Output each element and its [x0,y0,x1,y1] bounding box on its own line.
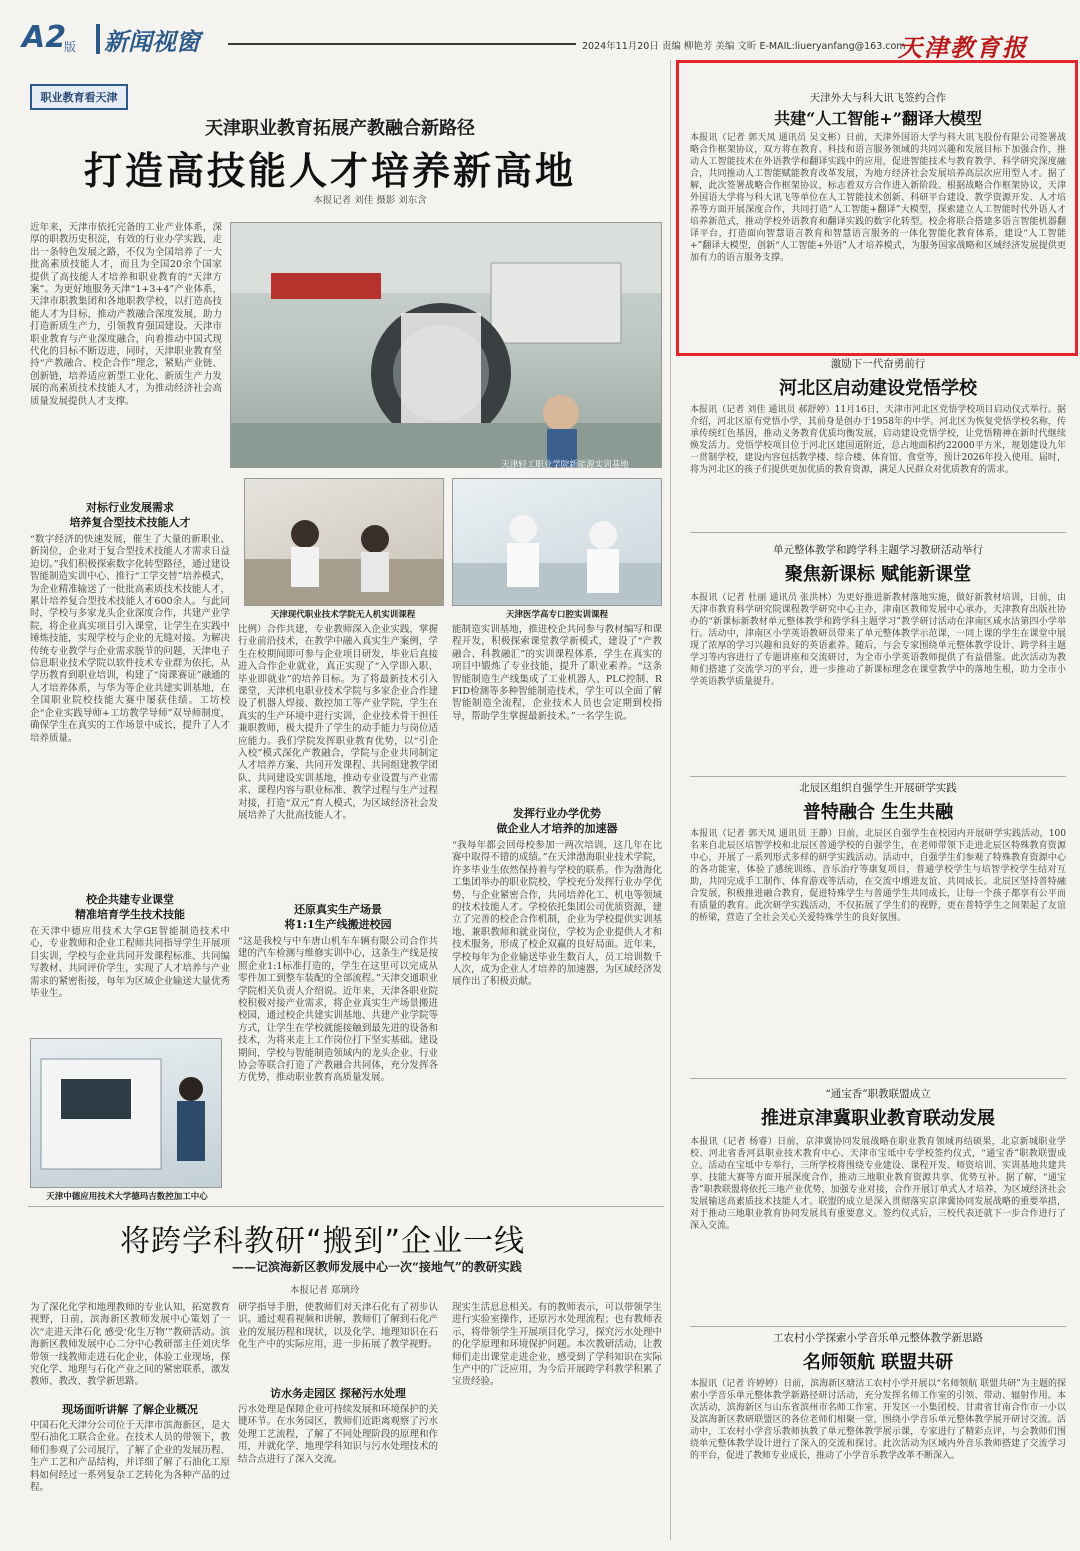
article-text: “我每年都会回母校参加一两次培训，这几年在比赛中取得不错的成绩。”在天津渤海职业技术学院，许多毕业生依然保持着与学校的联系。作为渤海化工集团举办的职业院校，学校充分发挥行业办学优势，与企业紧密合作，共同培养化工、机电等领域的技术技能人才。学校依托集团公司优质资源，建立了完善的校企合作机制，企业为学校提供实训基地、兼职教师和就业岗位，学校为企业提供人才和技术服务，形成了校企双赢的良好局面。近年来，学校每年为企业输送毕业生数百人，员工培训数千人次，成为企业人才培养的加速器，为区域经济发展作出了积极贡献。 [452,840,662,988]
subheading: 现场面听讲解 了解企业概况 [62,1403,198,1416]
article-text: 为了深化化学和地理教师的专业认知，拓宽教育视野，日前，滨海新区教师发展中心策划了一次“走进天津石化 感受‘化生万物’”教研活动。滨海新区教师发展中心二分中心教研部主任刘庆华带领一线教师走进石化企业，体验工业现场，探究化学、地理与石化产业之间的紧密联系，激发教师、教改、教学新思路。 [30,1302,230,1388]
page-meta: 2024年11月20日 责编 柳艳芳 美编 文昕 E-MAIL:liueryanfang@163.com [582,41,906,52]
bottom-byline: 本报记者 郑璃玲 [290,1285,360,1296]
rule [228,43,576,45]
right-title: 共建“人工智能+”翻译大模型 [774,109,982,128]
robot-arm-illustration [231,223,662,468]
subheading: 对标行业发展需求 培养复合型技术技能人才 [69,501,191,529]
right-kicker: 北辰区组织自强学生开展研学实践 [799,782,957,794]
article-text: 现实生活息息相关。有的教师表示，可以带领学生进行实验室操作，还原污水处理流程；也有教师表示，将带领学生开展项目化学习，探究污水处理中的化学原理和环境保护问题。本次教研活动，让教师们走出课堂走进企业，感受到了学科知识在实际生产中的广泛应用，为今后开展跨学科教学积累了宝贵经验。 [452,1302,662,1388]
right-title: 推进京津冀职业教育联动发展 [761,1108,995,1129]
article-headline: 打造高技能人才培养新高地 [83,149,576,193]
article-text: 中国石化天津分公司位于天津市滨海新区，是大型石油化工联合企业。在技术人员的带领下，教师们参观了公司展厅，了解了企业的发展历程、生产工艺和产品结构，并详细了解了石油化工原料如何经过一系列复杂工艺转化为各种产品的过程。 [30,1420,230,1494]
rule [690,1078,1066,1079]
right-body: 本报讯（记者 郭天凤 通讯员 王静）日前，北辰区自强学生在校园内开展研学实践活动，100名来自北辰区培智学校和北辰区普通学校的自强学生，在老师带领下走进北辰区特殊教育资源中心，开展了一系列形式多样的研学实践活动。活动中，自强学生们参观了特殊教育资源中心的各功能室，体验了感统训练、音乐治疗等康复项目，普通学校学生与培智学校学生结对互助，共同完成手工制作、体育游戏等活动，在交流中增进友谊、共同成长。北辰区坚持普特融合发展，积极推进融合教育，促进特殊学生与普通学生共同成长，让每一个孩子都享有公平而有质量的教育。此次研学实践活动，不仅拓展了学生们的视野，更在普特学生之间架起了友谊的桥梁，营造了全社会关心关爱特殊学生的良好氛围。 [690,829,1066,923]
right-kicker: 单元整体教学和跨学科主题学习教研活动举行 [773,544,983,556]
article-text: 污水处理是保障企业可持续发展和环境保护的关键环节。在水务园区，教师们近距离观察了污水处理工艺流程，了解了不同处理阶段的原理和作用，并就化学、地理学科知识与污水处理技术的结合点进行了深入交流。 [238,1404,438,1465]
article-text: “这是我校与中车唐山机车车辆有限公司合作共建的汽车检测与维修实训中心，这条生产线是按照企业1:1标准打造的，学生在这里可以完成从零件加工到整车装配的全部流程。”天津交通职业学院相关负责人介绍说。近年来，天津各职业院校积极对接产业需求，将企业真实生产场景搬进校园，通过校企共建实训基地、共建产业学院等方式，让学生在学校就能接触到最先进的设备和技术，为将来走上工作岗位打下坚实基础。建设期间，学校与智能制造领域内的龙头企业、行业协会等联合打造了产教融合共同体，充分发挥各方优势，推动职业教育高质量发展。 [238,936,438,1084]
right-kicker: 天津外大与科大讯飞签约合作 [809,92,947,104]
photo-caption: 天津中德应用技术大学德玛吉数控加工中心 [46,1192,208,1202]
photo-caption: 天津轻工职业学院新能源实训基地 [501,460,629,470]
photo-cnc-center [30,1038,222,1188]
right-body: 本报讯（记者 杜丽 通讯员 张洪林）为更好推进新教材落地实施，做好新教材培训，日前，由天津市教育科学研究院课程教学研究中心主办，津南区教师发展中心承办，天津教育出版社协办的“新课标新教材单元整体教学和跨学科主题学习”教学研讨活动在津南区咸水沽第四小学举行。活动中，津南区小学英语教研员带来了单元整体教学示范课，一同上课的学生在课堂中展现了浓厚的学习兴趣和良好的英语素养。随后，与会专家围绕单元整体教学设计、跨学科主题学习等内容进行了专题讲座和交流研讨，为全市小学英语教师提供了有益借鉴。此次活动为教师们搭建了交流学习的平台，进一步推动了新课标理念在课堂教学中的落地生根，助力全市小学英语教学质量提升。 [690,593,1066,687]
rule [690,532,1066,533]
right-body: 本报讯（记者 刘佳 通讯员 郝舒婷）11月16日，天津市河北区党悟学校项目启动仪式举行。据介绍，河北区原有党悟小学，其前身是创办于1958年的中学。河北区为恢复党悟学校名称，传承传统红色基因，推动义务教育优质均衡发展，启动建设党悟学校，让党悟精神在新时代继续焕发活力。党悟学校项目位于河北区建国道附近，总占地面积约22000平方米，规划建设九年一贯制学校，建设内容包括教学楼、综合楼、体育馆、食堂等，预计2026年投入使用。届时，将为河北区的孩子们提供更加优质的教育资源，满足人民群众对优质教育的需求。 [690,405,1066,475]
section-title: 新闻视窗 [104,28,200,56]
rule [690,776,1066,777]
right-title: 河北区启动建设党悟学校 [779,378,977,399]
subheading: 发挥行业办学优势 做企业人才培养的加速器 [496,807,618,835]
rule [28,1206,664,1207]
article-text: 研学指导手册，使教师们对天津石化有了初步认识。通过观看视频和讲解，教师们了解到石化产业的发展历程和现状，以及化学、地理知识在石化生产中的实际应用，进一步拓展了教学视野。 [238,1302,438,1351]
right-title: 聚焦新课标 赋能新课堂 [784,564,972,585]
bottom-headline: 将跨学科教研“搬到”企业一线 [120,1224,526,1259]
right-title: 名师领航 联盟共研 [802,1352,954,1373]
photo-caption: 天津医学高专口腔实训课程 [505,610,608,620]
photo-dental-class [452,478,662,606]
right-kicker: 激励下一代奋勇前行 [830,358,926,370]
subheading: 访水务走园区 探秘污水处理 [270,1387,406,1400]
subheading: 校企共建专业课堂 精准培育学生技术技能 [75,893,185,921]
article-text: 能制造实训基地，推进校企共同参与教材编写和课程开发，积极探索课堂教学新模式，建设了“产教融合、科教融汇”的实训课程体系，学生在真实的项目中锻炼了专业技能，提升了职业素养。“这条智能制造生产线集成了工业机器人、PLC控制、RFID检测等多种智能制造技术，学生可以全面了解智能制造全流程，企业技术人员也会定期到校指导，帮助学生掌握最新技术。”一名学生说。 [452,624,662,722]
photo-training-base [230,222,662,468]
photo-drone-class [244,478,444,606]
article-text: “数字经济的快速发展，催生了大量的新职业、新岗位，企业对于复合型技术技能人才需求日益迫切。”我们积极探索数字化转型路径，通过建设智能制造实训中心、推行“工学交替”培养模式，为企业精准输送了一批批高素质技术技能人才，累计培养复合型技术技能人才600余人。与此同时，学校与多家龙头企业深度合作，共建产业学院，将企业真实项目引入课堂，让学生在实践中锤炼技能，实现学校与企业的无缝对接。为解决传统专业教学与企业需求脱节的问题，天津电子信息职业技术学院以软件技术专业群为依托，从学历教育到职业培训，构建了“岗课赛证”融通的人才培养体系，与华为等企业共建实训基地，在全国职业院校技能大赛中屡获佳绩。工坊校企“企业实践导师+工坊教学导师”双导师制度，确保学生在真实的工作场景中成长，提升了人才培养质量。 [30,534,230,744]
divider [96,24,100,54]
right-body: 本报讯（记者 杨睿）日前，京津冀协同发展战略在职业教育领域再结硕果，北京新城职业学校、河北省香河县职业技术教育中心、天津市宝坻中专学校签约仪式，“通宝香”职教联盟成立。活动在宝坻中专举行，三所学校将围绕专业建设、课程开发、师资培训、实训基地共建共享、技能大赛等方面开展深度合作，推动三地职业教育资源共享、优势互补。据了解，“通宝香”职教联盟将依托三地产业优势，加强专业对接，合作开展订单式人才培养，为区域经济社会发展输送高素质技术技能人才。联盟的成立是深入贯彻落实京津冀协同发展战略的重要举措，对于推动三地职业教育协同发展具有重要意义。签约仪式后，三校代表还就下一步合作进行了深入交流。 [690,1137,1066,1231]
article-text: 近年来，天津市依托完备的工业产业体系，深厚的职教历史积淀，有效的行业办学实践，走出一条特色发展之路，不仅为全国培养了一大批高素质技能人才，而且为全国20余个国家提供了高技能人才培养和职业教育的“天津方案”。为更好地服务天津“1+3+4”产业体系，天津市职教集团和各地职教学校，以打造高技能人才为目标，推动产教融合深度发展，助力打造新质生产力，引领教育强国建设。天津市职业教育与产业深度融合，向着推动中国式现代化的目标不断迈进，同时，天津职业教育坚持“产教融合、校企合作”理念，紧贴产业链、创新链，培养适应新型工业化、新质生产力发展的高素质技术技能人才，为推动经济社会高质量发展提供人才支撑。 [30,222,222,407]
article-text: 在天津中德应用技术大学GE智能制造技术中心，专业教师和企业工程师共同指导学生开展项目实训，学校与企业共同开发课程标准、共同编写教材、共同评价学生，实现了人才培养与产业需求的紧密衔接，每年为区域企业输送大量优秀毕业生。 [30,926,230,1000]
right-body: 本报讯（记者 许婷婷）日前，滨海新区塘沽工农村小学开展以“名师领航 联盟共研”为主题的探索小学音乐单元整体教学新路径研讨活动，充分发挥名师工作室的引领、带动、辐射作用。本次活动，滨海新区与山东省滨州市名师工作室、开发区一小集团校、甘肃省甘南合作市一小以及滨海新区教研联盟区的各位老师们相聚一堂，围绕小学音乐单元整体教学展开研讨交流。活动中，工农村小学音乐教师执教了单元整体教学展示课，专家进行了精彩点评，与会教师们围绕单元整体教学设计进行了深入的交流和探讨。此次活动为区域内外音乐教师搭建了交流学习的平台，促进了教师专业成长，推动了小学音乐教学改革不断深入。 [690,1379,1066,1461]
column-tag: 职业教育看天津 [30,84,128,110]
article-byline: 本报记者 刘佳 摄影 刘东含 [313,195,427,206]
right-body: 本报讯（记者 郭天凤 通讯员 吴文彬）日前，天津外国语大学与科大讯飞股份有限公司签署战略合作框架协议，双方将在教育、科技和语言服务领域的共同兴趣和发展目标下加强合作，推动人工智能技术在外语教学和翻译实践中的应用，促进智能技术与教育教学、科学研究深度融合，共同推动人工智能赋能教育改革发展，为地方经济社会发展培养高层次应用型人才。据了解，此次签署战略合作框架协议，标志着双方合作进入新阶段。根据战略合作框架协议，天津外国语大学将与科大讯飞等单位在人工智能技术创新、科研平台建设、教学资源开发、人才培养等方面开展深度合作，共同打造“人工智能+翻译”大模型，探索建立人工智能时代外语人才培养新范式，推动学校外语教育和翻译实践的数字化转型。校企将联合搭建多语言智能机器翻译平台，打造面向智慧语言教育和智慧语言服务的一体化智能化教育体系，建设“人工智能+”翻译大模型，创新“人工智能+外语”人才培养模式，为服务国家战略和区域经济发展提供更加有力的语言服务支撑。 [690,133,1066,263]
newspaper-logo: 天津教育报 [898,33,1028,62]
right-kicker: “通宝香”职教联盟成立 [825,1088,931,1100]
bottom-subtitle: ——记滨海新区教师发展中心一次“接地气”的教研实践 [232,1260,522,1274]
right-kicker: 工农村小学探索小学音乐单元整体教学新思路 [773,1332,983,1344]
subheading: 还原真实生产场景 将1:1生产线搬进校园 [284,903,392,931]
right-title: 普特融合 生生共融 [802,802,954,823]
article-text: 比例）合作共建，专业教师深入企业实践，掌握行业前沿技术，在教学中融入真实生产案例，学生在校期间即可参与企业项目研发，毕业后直接进入合作企业就业，真正实现了“入学即入职、毕业即就业”的培养目标。为了将最新技术引入课堂，天津机电职业技术学院与多家企业合作建设了机器人焊接、数控加工等产业学院，学生在真实的生产环境中进行实训，企业技术骨干担任兼职教师，极大提升了学生的动手能力与岗位适应能力。我们学院发挥职业教育优势，以“引企入校”模式深化产教融合，学院与企业共同制定人才培养方案、共同开发课程、共同组建教学团队、共同建设实训基地，推动专业设置与产业需求、课程内容与职业标准、教学过程与生产过程对接，打造“双元”育人模式，为区域经济社会发展培养了大批高技能人才。 [238,624,438,822]
rule [690,1326,1066,1327]
photo-caption: 天津现代职业技术学院无人机实训课程 [270,610,416,620]
column-divider [670,60,671,1540]
page-number: A2 [22,20,67,55]
article-kicker: 天津职业教育拓展产教融合新路径 [205,118,475,139]
page-suffix: 版 [64,40,77,54]
